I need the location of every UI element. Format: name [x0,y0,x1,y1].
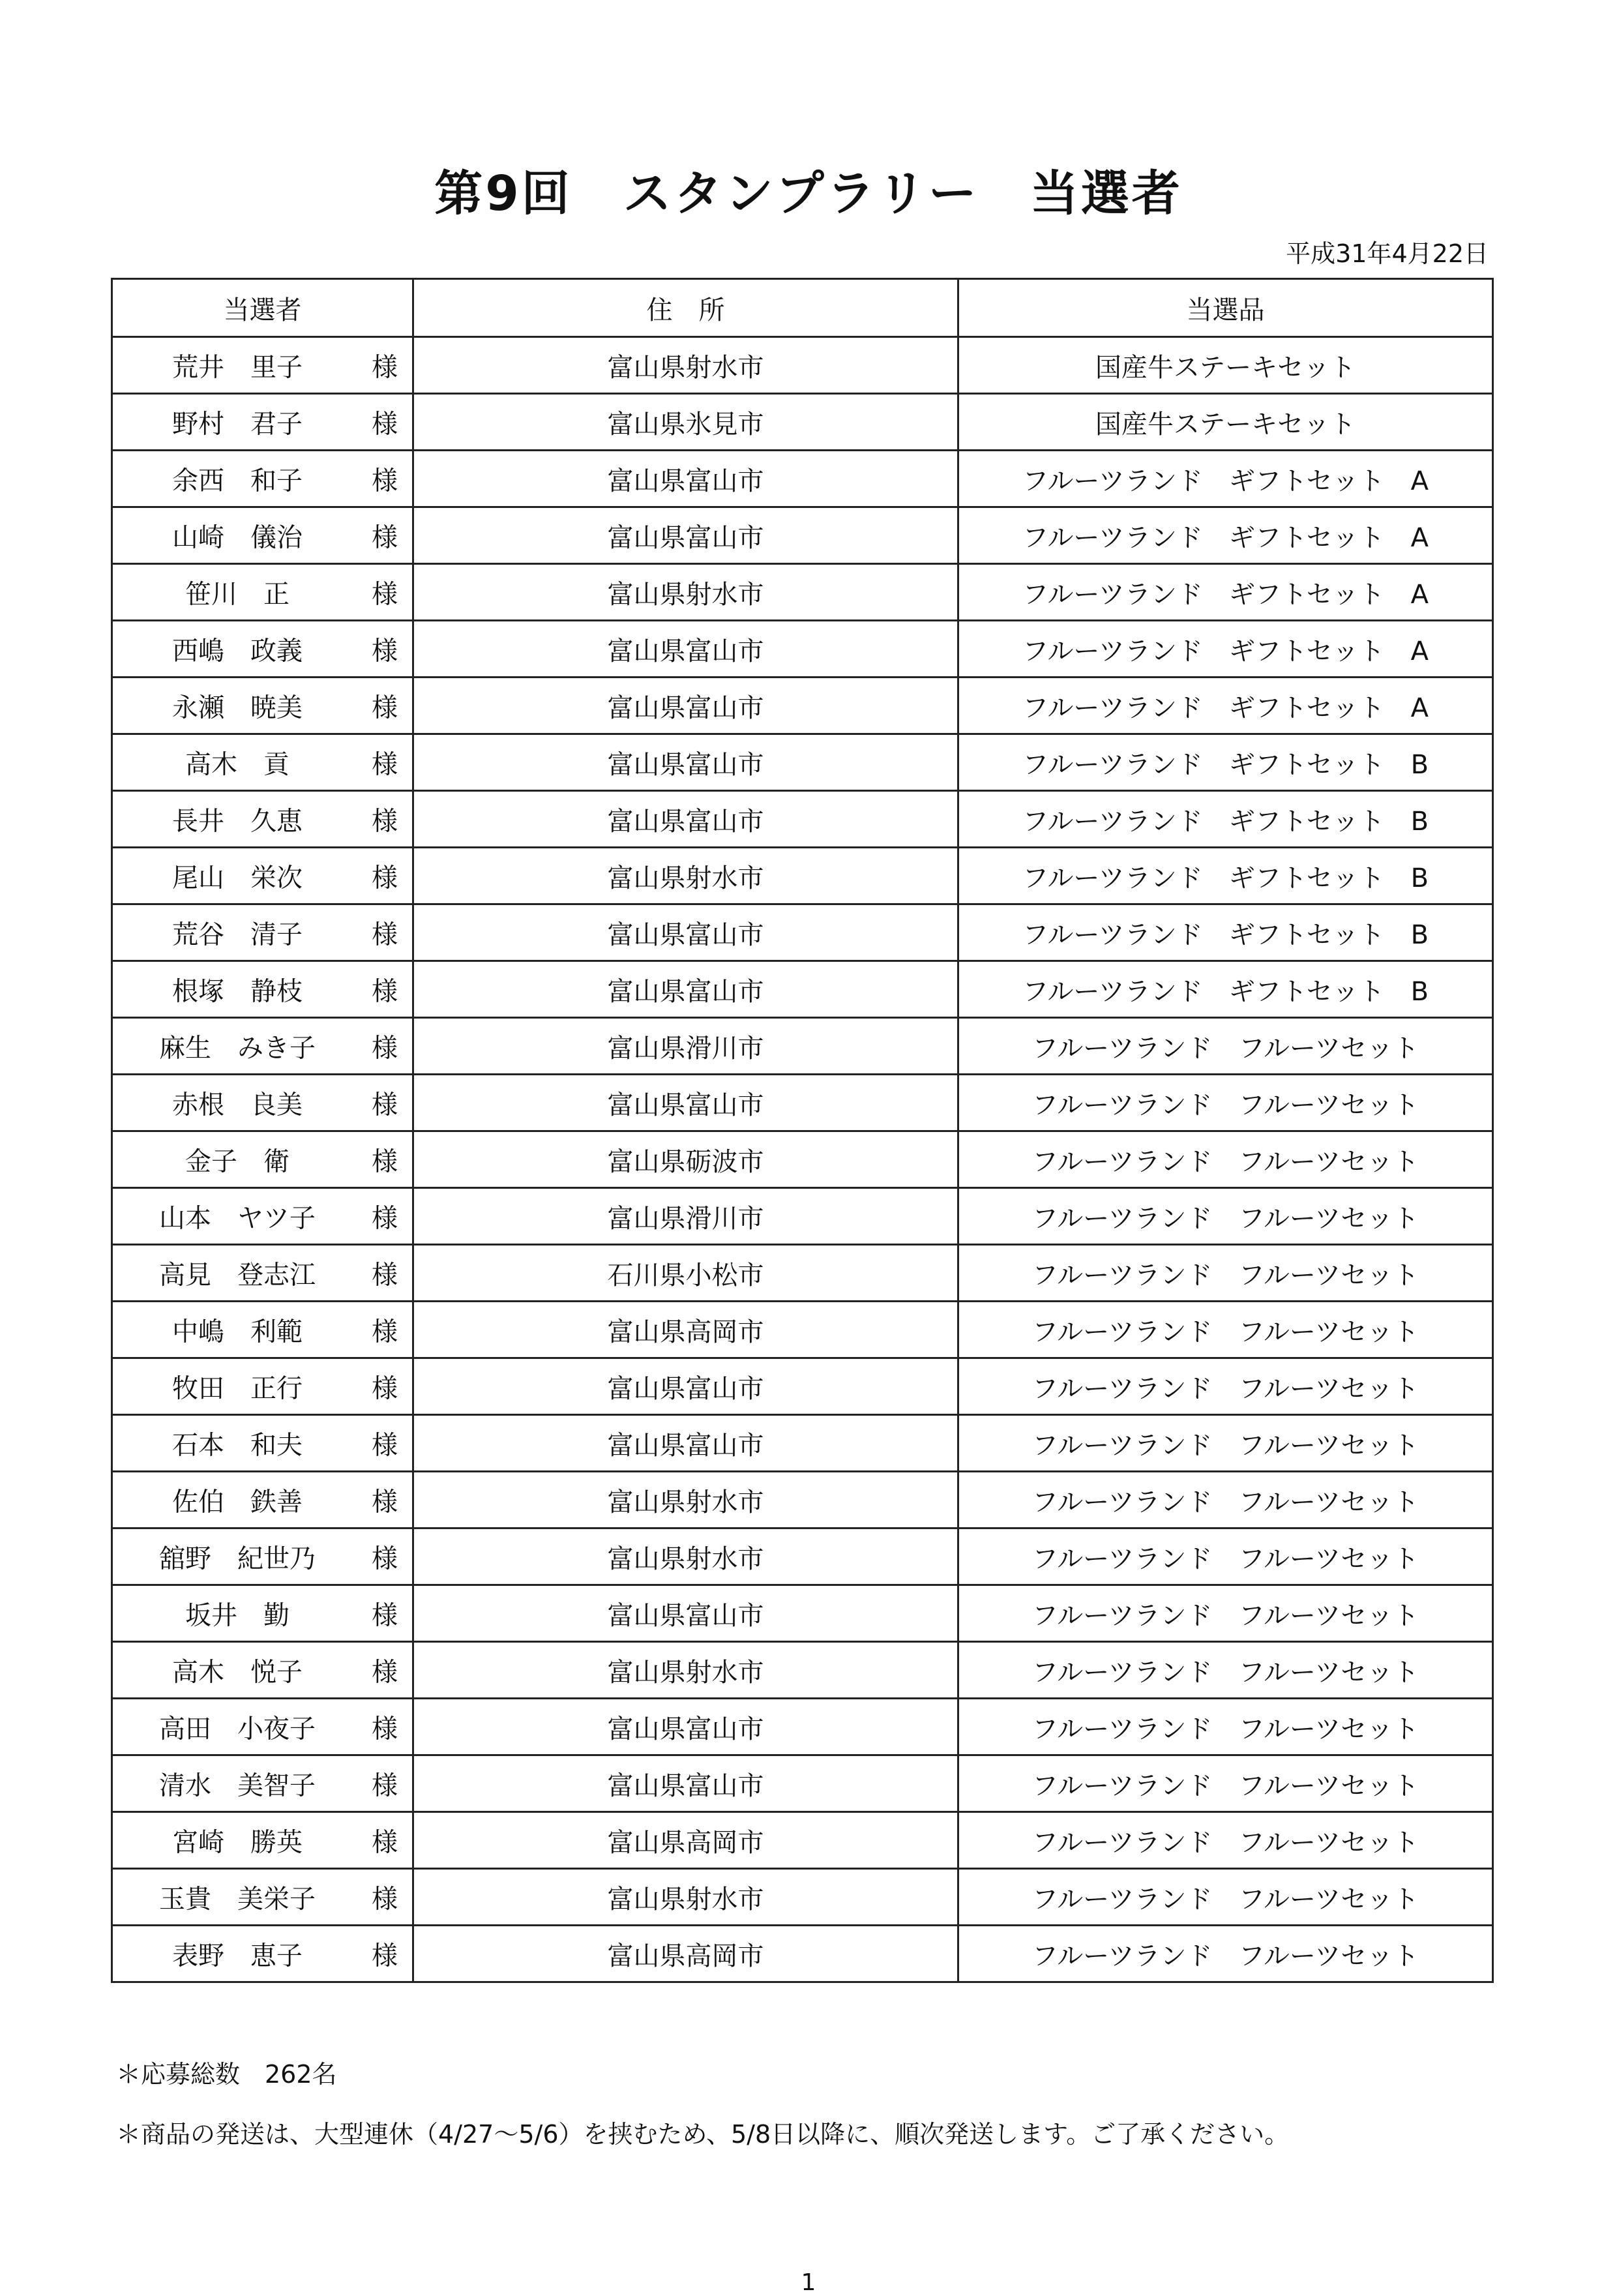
winner-address: 富山県富山市 [413,1415,958,1472]
winner-address: 富山県射水市 [413,564,958,621]
honorific: 様 [372,1657,398,1688]
winner-name: 高見 登志江 [159,1260,316,1290]
winner-prize: フルーツランド フルーツセット [958,1358,1493,1415]
table-row [112,791,1493,848]
winner-name-cell [112,1415,413,1472]
winner-address: 富山県富山市 [413,1699,958,1755]
winner-name: 赤根 良美 [172,1090,303,1120]
winner-prize: フルーツランド フルーツセット [958,1585,1493,1642]
winner-name: 牧田 正行 [172,1373,303,1404]
winner-address: 富山県射水市 [413,1869,958,1926]
table-row [112,1245,1493,1302]
table-row [112,1302,1493,1358]
winner-prize: フルーツランド ギフトセット A [958,451,1493,507]
winner-name-cell [112,1869,413,1926]
winner-name-cell [112,1131,413,1188]
winner-address: 富山県氷見市 [413,394,958,451]
honorific: 様 [372,466,398,496]
winner-name: 山本 ヤツ子 [159,1203,316,1234]
winner-address: 富山県富山市 [413,791,958,848]
winner-name-cell [112,1755,413,1812]
winner-prize: フルーツランド フルーツセット [958,1415,1493,1472]
winner-name-cell [112,1812,413,1869]
header-name: 当選者 [112,279,413,337]
honorific: 様 [372,1033,398,1064]
winner-prize: フルーツランド フルーツセット [958,1528,1493,1585]
winner-address: 石川県小松市 [413,1245,958,1302]
table-row [112,1188,1493,1245]
winner-name: 高木 悦子 [172,1657,303,1688]
winner-address: 富山県高岡市 [413,1302,958,1358]
winner-name: 宮崎 勝英 [172,1827,303,1858]
honorific: 様 [372,1090,398,1120]
winner-address: 富山県富山市 [413,507,958,564]
winners-table [111,278,1494,1983]
winner-name: 永瀬 暁美 [172,693,303,723]
table-row [112,1528,1493,1585]
winner-address: 富山県射水市 [413,1528,958,1585]
winner-name: 清水 美智子 [159,1770,316,1801]
winner-name: 玉貴 美栄子 [159,1884,316,1915]
winner-prize: フルーツランド フルーツセット [958,1926,1493,1982]
winner-name-cell [112,791,413,848]
honorific: 様 [372,1260,398,1290]
winner-address: 富山県富山市 [413,961,958,1018]
honorific: 様 [372,1146,398,1177]
winner-name-cell [112,678,413,734]
winner-address: 富山県射水市 [413,848,958,904]
honorific: 様 [372,806,398,837]
winner-address: 富山県富山市 [413,1075,958,1131]
winner-name-cell [112,1642,413,1699]
winner-name: 山崎 儀治 [172,522,303,553]
honorific: 様 [372,693,398,723]
table-row [112,1642,1493,1699]
winner-name: 西嶋 政義 [172,636,303,666]
winner-prize: 国産牛ステーキセット [958,337,1493,394]
honorific: 様 [372,1714,398,1744]
honorific: 様 [372,409,398,440]
table-row [112,621,1493,678]
winner-prize: フルーツランド ギフトセット B [958,848,1493,904]
winner-name: 石本 和夫 [172,1430,303,1461]
winner-address: 富山県射水市 [413,1472,958,1528]
honorific: 様 [372,863,398,893]
winner-name-cell [112,904,413,961]
winner-prize: フルーツランド フルーツセット [958,1302,1493,1358]
winner-name: 荒谷 清子 [172,919,303,950]
winner-name: 表野 恵子 [172,1941,303,1971]
winner-name-cell [112,848,413,904]
page-number: 1 [801,2269,816,2296]
table-row [112,904,1493,961]
table-row [112,1131,1493,1188]
table-row [112,848,1493,904]
winner-prize: フルーツランド ギフトセット A [958,564,1493,621]
winner-address: 富山県富山市 [413,1358,958,1415]
winner-name: 長井 久恵 [172,806,303,837]
winner-prize: フルーツランド フルーツセット [958,1188,1493,1245]
document-date: 平成31年4月22日 [1286,239,1489,268]
winner-prize: フルーツランド ギフトセット B [958,791,1493,848]
honorific: 様 [372,1543,398,1574]
honorific: 様 [372,919,398,950]
table-row [112,1018,1493,1075]
table-row [112,1472,1493,1528]
table-row [112,961,1493,1018]
table-row [112,337,1493,394]
winner-prize: フルーツランド フルーツセット [958,1812,1493,1869]
table-row [112,564,1493,621]
header-address: 住 所 [413,279,958,337]
winner-name-cell [112,507,413,564]
winner-address: 富山県富山市 [413,1755,958,1812]
honorific: 様 [372,522,398,553]
honorific: 様 [372,1373,398,1404]
winner-name: 高田 小夜子 [159,1714,316,1744]
winner-name-cell [112,1528,413,1585]
winner-address: 富山県富山市 [413,451,958,507]
winner-prize: フルーツランド ギフトセット A [958,678,1493,734]
winner-address: 富山県射水市 [413,1642,958,1699]
winner-prize: フルーツランド ギフトセット A [958,621,1493,678]
winner-name-cell [112,451,413,507]
winner-name-cell [112,1699,413,1755]
winner-prize: フルーツランド ギフトセット B [958,904,1493,961]
winner-name: 高木 貢 [185,749,289,780]
winner-address: 富山県高岡市 [413,1812,958,1869]
note-shipping: ＊商品の発送は、大型連休（4/27～5/6）を挟むため、5/8日以降に、順次発送します。ご了承ください。 [116,2120,1290,2149]
winner-name: 余西 和子 [172,466,303,496]
winner-name-cell [112,1188,413,1245]
winner-name: 金子 衛 [185,1146,289,1177]
winner-name-cell [112,1926,413,1982]
winner-prize: フルーツランド フルーツセット [958,1245,1493,1302]
winner-name-cell [112,1075,413,1131]
table-row [112,1869,1493,1926]
table-row [112,1415,1493,1472]
honorific: 様 [372,1317,398,1347]
honorific: 様 [372,749,398,780]
winner-prize: フルーツランド フルーツセット [958,1472,1493,1528]
honorific: 様 [372,1770,398,1801]
winner-prize: フルーツランド ギフトセット A [958,507,1493,564]
honorific: 様 [372,352,398,383]
note-total-applicants: ＊応募総数 262名 [116,2060,337,2089]
winner-name: 根塚 静枝 [172,976,303,1007]
winner-name-cell [112,1358,413,1415]
winner-name-cell [112,1585,413,1642]
winner-name: 尾山 栄次 [172,863,303,893]
winner-address: 富山県滑川市 [413,1188,958,1245]
table-row [112,1812,1493,1869]
winner-prize: フルーツランド フルーツセット [958,1642,1493,1699]
table-row [112,451,1493,507]
winner-prize: フルーツランド ギフトセット B [958,734,1493,791]
winner-name: 佐伯 鉄善 [172,1487,303,1517]
honorific: 様 [372,1941,398,1971]
winner-prize: フルーツランド フルーツセット [958,1018,1493,1075]
winner-prize: フルーツランド フルーツセット [958,1869,1493,1926]
winner-prize: フルーツランド フルーツセット [958,1075,1493,1131]
honorific: 様 [372,976,398,1007]
honorific: 様 [372,1203,398,1234]
winner-name-cell [112,621,413,678]
winner-address: 富山県富山市 [413,621,958,678]
winner-address: 富山県富山市 [413,678,958,734]
winner-address: 富山県富山市 [413,904,958,961]
winner-name: 坂井 勤 [185,1600,289,1631]
winners-table-body [112,337,1493,1982]
table-row [112,1585,1493,1642]
winner-name: 中嶋 利範 [172,1317,303,1347]
winner-address: 富山県富山市 [413,734,958,791]
winner-name-cell [112,734,413,791]
winner-name-cell [112,1302,413,1358]
winner-name-cell [112,1245,413,1302]
winner-prize: フルーツランド フルーツセット [958,1131,1493,1188]
table-row [112,1699,1493,1755]
honorific: 様 [372,1827,398,1858]
table-row [112,1075,1493,1131]
winner-address: 富山県富山市 [413,1585,958,1642]
page-title: 第9回 スタンプラリー 当選者 [434,166,1183,222]
winner-address: 富山県滑川市 [413,1018,958,1075]
table-row [112,1755,1493,1812]
winner-name: 荒井 里子 [172,352,303,383]
winner-name-cell [112,337,413,394]
table-header-row [112,279,1493,337]
winner-name-cell [112,1472,413,1528]
table-row [112,1358,1493,1415]
winner-prize: フルーツランド フルーツセット [958,1699,1493,1755]
honorific: 様 [372,636,398,666]
table-row [112,1926,1493,1982]
honorific: 様 [372,1600,398,1631]
winner-name: 舘野 紀世乃 [159,1543,316,1574]
honorific: 様 [372,1430,398,1461]
table-row [112,507,1493,564]
winner-prize: フルーツランド ギフトセット B [958,961,1493,1018]
winner-name: 笹川 正 [185,579,289,610]
header-prize: 当選品 [958,279,1493,337]
winner-address: 富山県高岡市 [413,1926,958,1982]
winner-prize: フルーツランド フルーツセット [958,1755,1493,1812]
winner-address: 富山県射水市 [413,337,958,394]
table-row [112,678,1493,734]
table-row [112,394,1493,451]
honorific: 様 [372,1487,398,1517]
winner-name-cell [112,1018,413,1075]
winner-name-cell [112,564,413,621]
winner-name-cell [112,394,413,451]
winner-name: 麻生 みき子 [159,1033,316,1064]
honorific: 様 [372,1884,398,1915]
table-row [112,734,1493,791]
winner-name-cell [112,961,413,1018]
winner-name: 野村 君子 [172,409,303,440]
honorific: 様 [372,579,398,610]
winner-prize: 国産牛ステーキセット [958,394,1493,451]
winner-address: 富山県砺波市 [413,1131,958,1188]
